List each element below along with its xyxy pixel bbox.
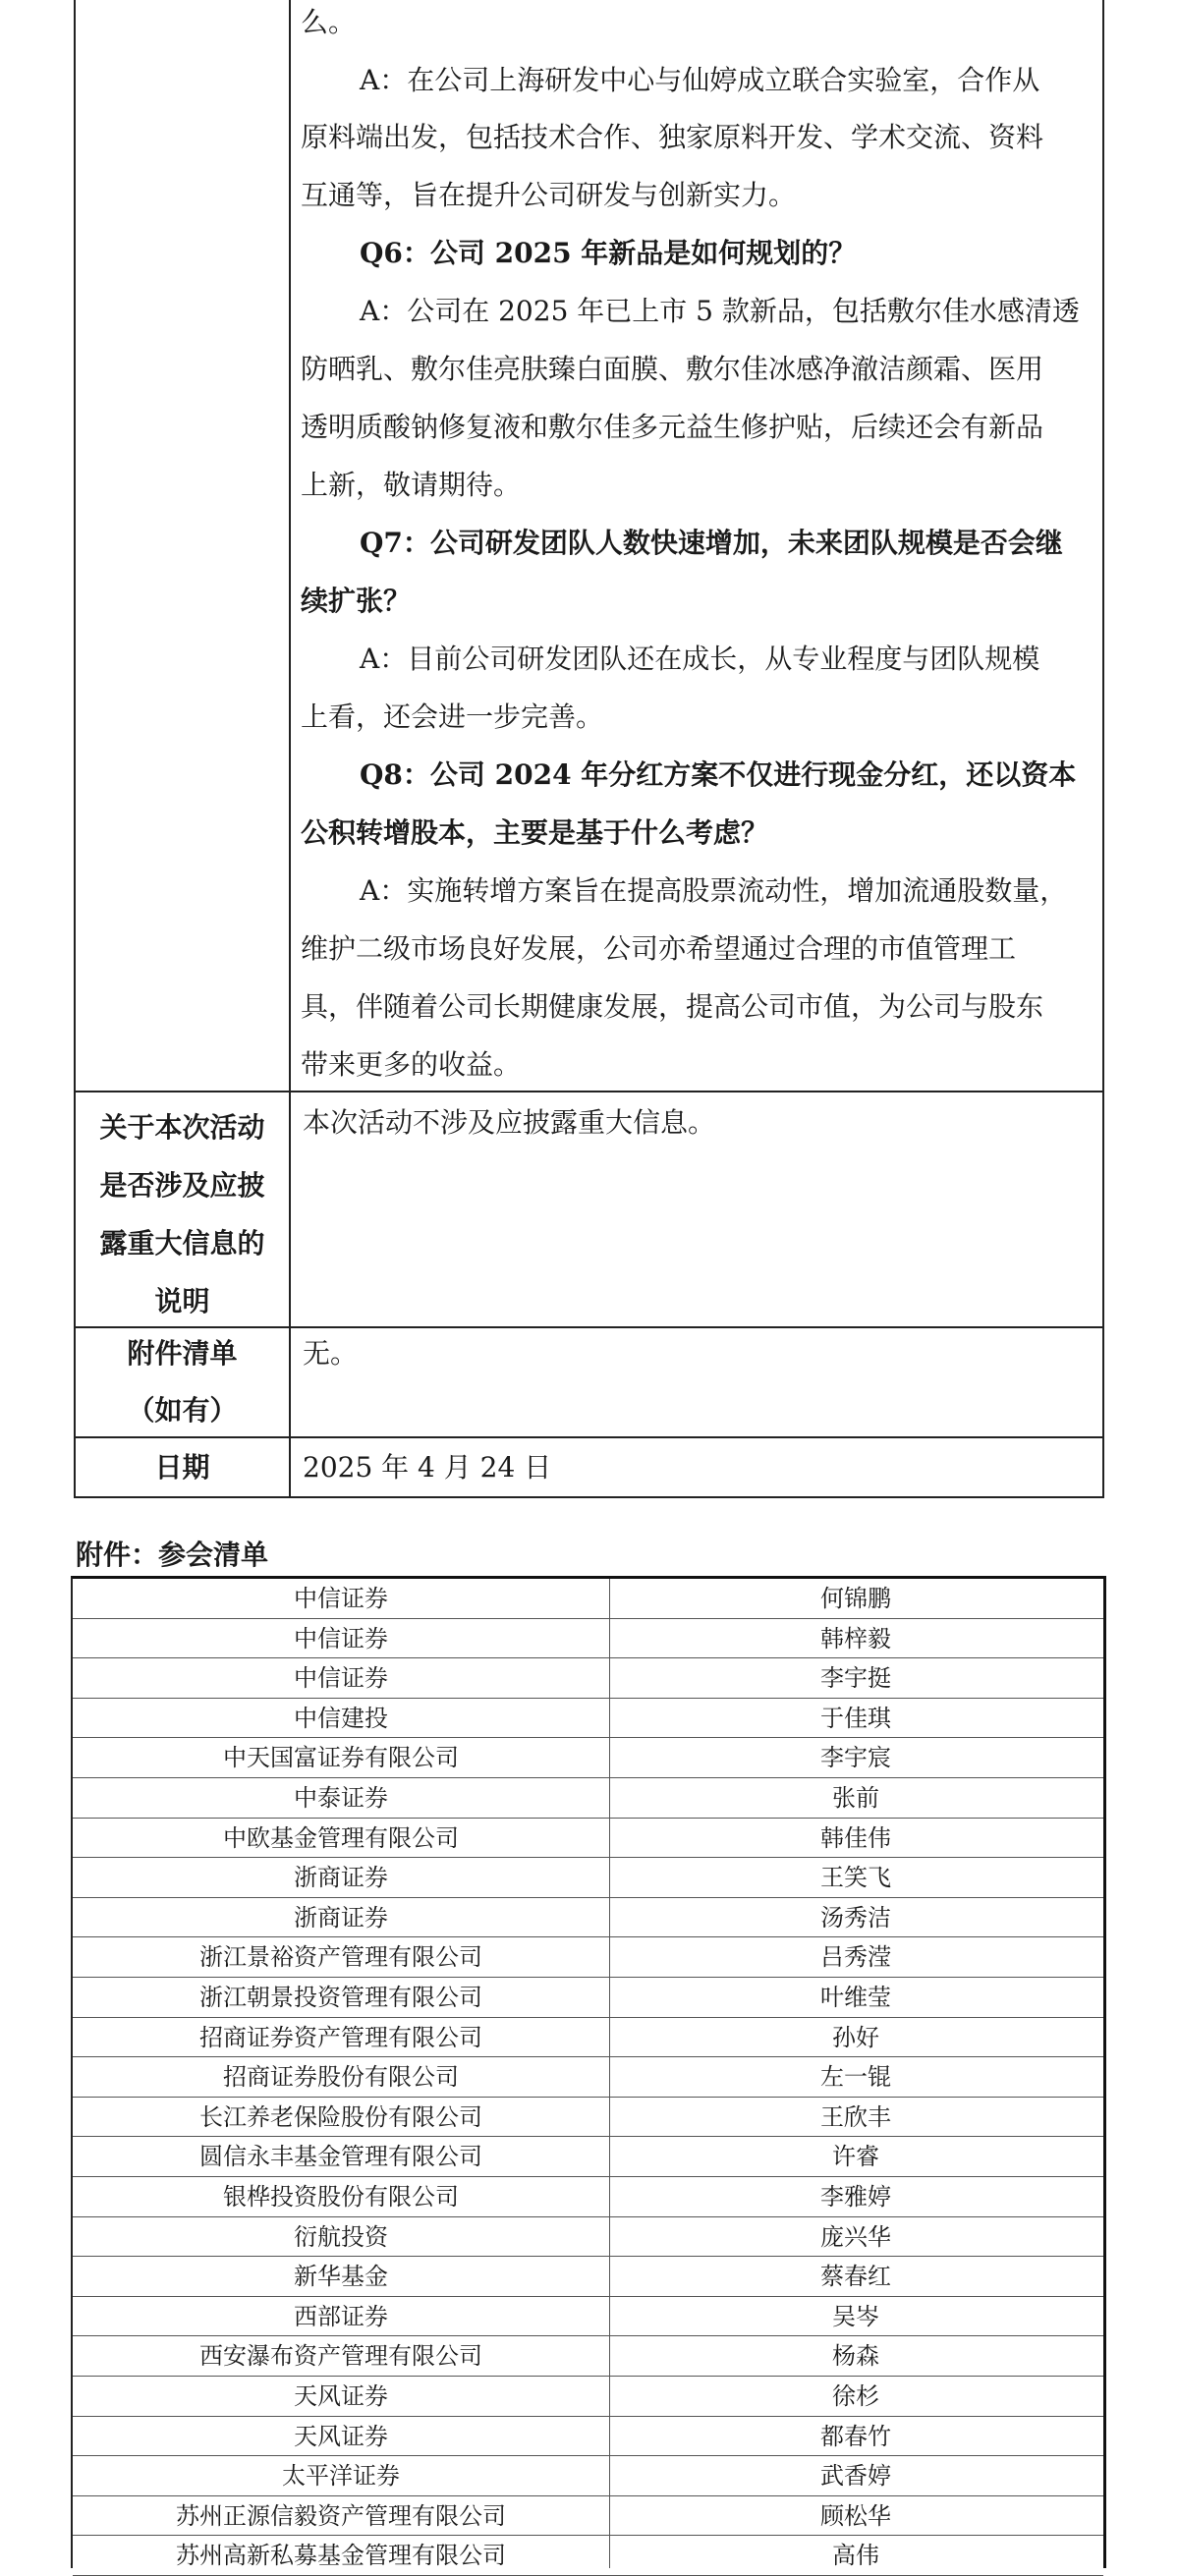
attendee-name: 王欣丰: [820, 2102, 891, 2131]
qa-line: 维护二级市场良好发展，公司亦希望通过合理的市值管理工: [301, 932, 1017, 965]
table-row: [73, 1658, 1103, 1699]
table-row: [73, 2377, 1103, 2417]
table-row: [73, 2217, 1103, 2258]
qa-line: A：实施转增方案旨在提高股票流动性，增加流通股数量，: [360, 874, 1068, 907]
attendee-name: 顾松华: [820, 2501, 891, 2530]
table-row: [73, 2177, 1103, 2217]
attendee-name: 李宇挺: [820, 1664, 891, 1693]
date-label-text: 日期: [154, 1451, 210, 1484]
disclosure-label-line: 露重大信息的: [99, 1227, 265, 1260]
attendee-organization: 新华基金: [294, 2263, 388, 2291]
qa-line: 互通等，旨在提升公司研发与创新实力。: [301, 179, 797, 211]
attendee-list-title: 附件：参会清单: [76, 1539, 269, 1571]
qa-line: 上看，还会进一步完善。: [301, 700, 604, 733]
table-row: [73, 2018, 1103, 2058]
qa-line: Q6：公司 2025 年新品是如何规划的？: [360, 237, 857, 269]
table-row: [73, 2417, 1103, 2457]
disclosure-value: 本次活动不涉及应披露重大信息。: [303, 1106, 716, 1139]
attendee-name: 许睿: [832, 2143, 879, 2171]
qa-content-cell: [301, 0, 1094, 1091]
table-row: [73, 2137, 1103, 2177]
table-row: [73, 1778, 1103, 1819]
table-row: [73, 1619, 1103, 1659]
attendee-name: 徐杉: [832, 2382, 879, 2410]
attachments-label-line: （如有）: [127, 1394, 238, 1427]
attendee-organization: 中欧基金管理有限公司: [223, 1823, 459, 1852]
attendee-name: 武香婷: [820, 2462, 891, 2491]
table-row: [73, 2536, 1103, 2576]
table-column-divider: [289, 0, 291, 1496]
qa-line: 防晒乳、敷尔佳亮肤臻白面膜、敷尔佳冰感净澈洁颜霜、医用: [301, 353, 1044, 385]
attendee-organization: 太平洋证券: [282, 2462, 400, 2491]
attendee-organization: 西部证券: [294, 2302, 388, 2330]
attendee-name: 张前: [832, 1784, 879, 1812]
table-row: [73, 2496, 1103, 2537]
disclosure-label: [76, 1092, 289, 1317]
record-table: [74, 0, 1104, 1498]
attendee-organization: 中泰证券: [294, 1784, 388, 1812]
table-row: [73, 1858, 1103, 1898]
attendee-organization: 银桦投资股份有限公司: [223, 2183, 459, 2211]
qa-line: 续扩张？: [301, 585, 412, 617]
attendee-name: 韩佳伟: [820, 1823, 891, 1852]
attendee-organization: 招商证券资产管理有限公司: [199, 2023, 482, 2051]
qa-line: Q7：公司研发团队人数快速增加，未来团队规模是否会继: [360, 527, 1063, 559]
qa-line: 原料端出发，包括技术合作、独家原料开发、学术交流、资料: [301, 121, 1044, 153]
table-row: [73, 2456, 1103, 2496]
qa-line: 么。: [301, 6, 357, 38]
attachments-label-line: 附件清单: [127, 1337, 238, 1370]
table-row: [73, 1937, 1103, 1978]
qa-line: A：公司在 2025 年已上市 5 款新品，包括敷尔佳水感清透: [360, 295, 1080, 327]
attendee-name: 都春竹: [820, 2422, 891, 2450]
attendee-organization: 中信建投: [294, 1704, 388, 1732]
table-row: [73, 1579, 1103, 1619]
attendee-name: 蔡春红: [820, 2263, 891, 2291]
attendee-name: 李宇宸: [820, 1744, 891, 1772]
attendee-organization: 中天国富证券有限公司: [223, 1744, 459, 1772]
disclosure-label-line: 说明: [154, 1285, 210, 1317]
attendee-name: 韩梓毅: [820, 1624, 891, 1652]
attendee-organization: 招商证券股份有限公司: [223, 2063, 459, 2092]
attendee-name: 吴岑: [832, 2302, 879, 2330]
attendee-organization: 苏州高新私募基金管理有限公司: [176, 2542, 506, 2570]
attachments-value: 无。: [303, 1337, 359, 1370]
attendee-name: 于佳琪: [820, 1704, 891, 1732]
attendee-name: 吕秀滢: [820, 1943, 891, 1972]
attendee-name: 高伟: [832, 2542, 879, 2570]
attendee-name: 庞兴华: [820, 2222, 891, 2251]
attendee-organization: 苏州正源信毅资产管理有限公司: [176, 2501, 506, 2530]
attendee-name: 杨森: [832, 2342, 879, 2371]
attendee-organization: 长江养老保险股份有限公司: [199, 2102, 482, 2131]
table-row: [73, 1978, 1103, 2018]
disclosure-label-line: 是否涉及应披: [99, 1169, 265, 1202]
attendee-organization: 中信证券: [294, 1585, 388, 1612]
table-row: [73, 2257, 1103, 2297]
table-row: [73, 1819, 1103, 1859]
qa-line: A：目前公司研发团队还在成长，从专业程度与团队规模: [360, 643, 1040, 675]
attendee-name: 李雅婷: [820, 2183, 891, 2211]
date-value: 2025 年 4 月 24 日: [303, 1451, 552, 1484]
table-row: [73, 2098, 1103, 2138]
table-row: [73, 2057, 1103, 2098]
qa-line: 公积转增股本，主要是基于什么考虑？: [301, 816, 769, 849]
qa-line: 具，伴随着公司长期健康发展，提高公司市值，为公司与股东: [301, 990, 1044, 1023]
attendee-organization: 天风证券: [294, 2422, 388, 2450]
attendee-organization: 浙江景裕资产管理有限公司: [199, 1943, 482, 1972]
date-label: [76, 1438, 289, 1496]
attendee-name: 何锦鹏: [820, 1585, 891, 1612]
attendee-name: 汤秀洁: [820, 1903, 891, 1932]
disclosure-label-line: 关于本次活动: [99, 1111, 265, 1144]
qa-line: A：在公司上海研发中心与仙婷成立联合实验室，合作从: [360, 64, 1040, 96]
attendee-name: 叶维莹: [820, 1984, 891, 2011]
attendee-organization: 衍航投资: [294, 2222, 388, 2251]
attendee-name: 孙好: [832, 2023, 879, 2051]
qa-line: 透明质酸钠修复液和敷尔佳多元益生修护贴，后续还会有新品: [301, 411, 1044, 443]
table-row: [73, 2297, 1103, 2337]
attachments-label: [76, 1328, 289, 1436]
attendee-organization: 西安瀑布资产管理有限公司: [199, 2342, 482, 2371]
attendee-organization: 天风证券: [294, 2382, 388, 2410]
qa-line: Q8：公司 2024 年分红方案不仅进行现金分红，还以资本: [360, 758, 1077, 791]
attendee-organization: 浙商证券: [294, 1864, 388, 1892]
attendee-organization: 中信证券: [294, 1624, 388, 1652]
table-row: [73, 1898, 1103, 1938]
table-row: [73, 2336, 1103, 2377]
attendee-organization: 圆信永丰基金管理有限公司: [199, 2143, 482, 2171]
qa-line: 带来更多的收益。: [301, 1048, 522, 1081]
attendee-organization: 浙江朝景投资管理有限公司: [199, 1984, 482, 2011]
attendee-organization: 中信证券: [294, 1664, 388, 1693]
attendee-name: 王笑飞: [820, 1864, 891, 1892]
attendee-organization: 浙商证券: [294, 1903, 388, 1932]
qa-line: 上新，敬请期待。: [301, 469, 522, 501]
attendee-name: 左一锟: [820, 2063, 891, 2092]
table-row: [73, 1738, 1103, 1778]
table-row: [73, 1699, 1103, 1739]
attendee-table: [71, 1576, 1106, 2568]
